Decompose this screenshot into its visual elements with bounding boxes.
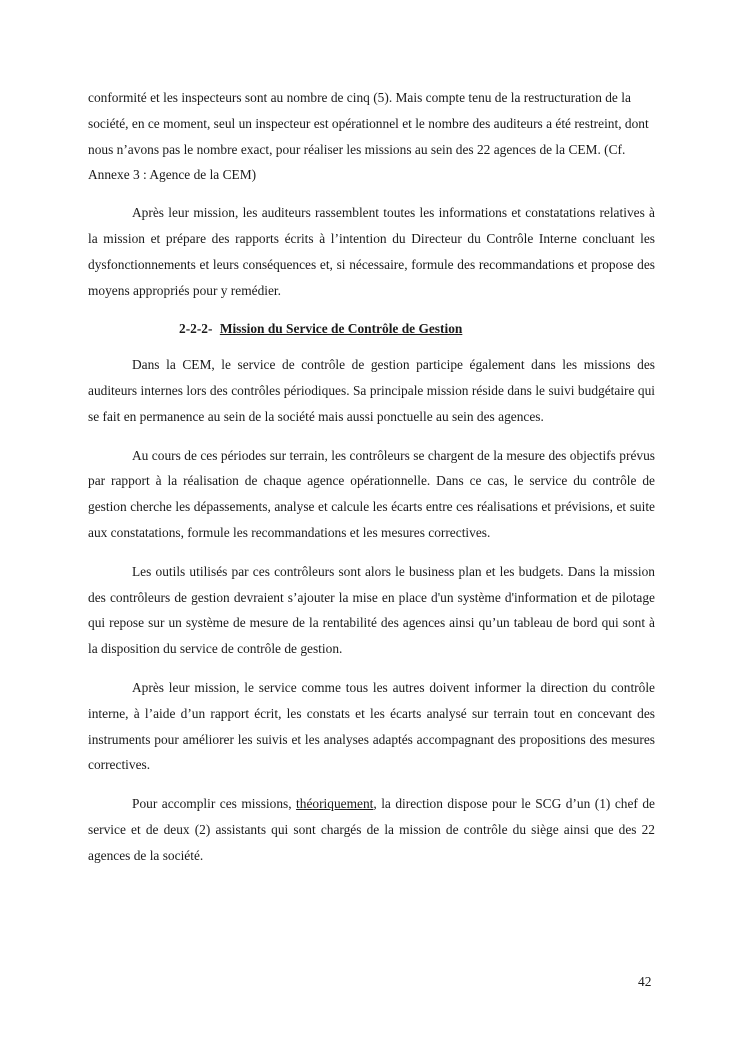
staffing-text-start: Pour accomplir ces missions,: [132, 796, 297, 812]
section-title: Mission du Service de Contrôle de Gestion: [219, 321, 463, 337]
section-heading: [179, 316, 655, 342]
page-number: 42: [638, 974, 652, 989]
section-number: 2-2-2-: [179, 321, 213, 337]
paragraph-after-mission: Après leur mission, le service comme tous les autres doivent informer la direction du contrôle interne, à l’aide d’un rapport écrit, les constats et les écarts analysé sur terrain tout en concevant des instruments pour améliorer les suivis et les analyses adaptés accompagnant des propositions des mesures correctives.: [88, 679, 655, 773]
paragraph-scg-role: Dans la CEM, le service de contrôle de gestion participe également dans les missions des auditeurs internes lors des contrôles périodiques. Sa principale mission réside dans le suivi budgétaire qui se fait en permanence au sein de la société mais aussi ponctuelle au sein des agences.: [88, 357, 655, 424]
paragraph-tools: Les outils utilisés par ces contrôleurs sont alors le business plan et les budgets. Dans la mission des contrôleurs de gestion devraient s’ajouter la mise en place d'un système d'information et de pilotage qui repose sur un système de mesure de la rentabilité des agences ainsi qu’un tableau de bord qui sont à la disposition du service de contrôle de gestion.: [88, 563, 655, 657]
underlined-word: théoriquement: [296, 796, 374, 812]
paragraph-staffing: [88, 791, 655, 868]
paragraph-auditors-report: Après leur mission, les auditeurs rassemblent toutes les informations et constatations relatives à la mission et prépare des rapports écrits à l’intention du Directeur du Contrôle Interne concluant les dysfonctionnements et leurs conséquences et, si nécessaire, formule des recommandations et propose des moyens appropriés pour y remédier.: [88, 205, 655, 298]
paragraph-continuation: conformité et les inspecteurs sont au nombre de cinq (5). Mais compte tenu de la restructuration de la société, en ce moment, seul un inspecteur est opérationnel et le nombre des auditeurs a été restreint, dont nous n’avons pas le nombre exact, pour réaliser les missions au sein des 22 agences de la CEM. (Cf. Annexe 3 : Agence de la CEM): [88, 90, 649, 183]
paragraph-field-periods: Au cours de ces périodes sur terrain, les contrôleurs se chargent de la mesure des objectifs prévus par rapport à la réalisation de chaque agence opérationnelle. Dans ce cas, le service du contrôle de gestion cherche les dépassements, analyse et calcule les écarts entre ces réalisations et prévisions, et suite aux constatations, formule les recommandations et les mesures correctives.: [88, 447, 655, 540]
staffing-text-end: , la direction dispose pour le SCG d’un (1) chef de service et de deux (2) assistants qui sont chargés de la mission de contrôle du siège ainsi que des 22 agences de la société.: [88, 796, 655, 863]
document-page: [88, 85, 655, 882]
